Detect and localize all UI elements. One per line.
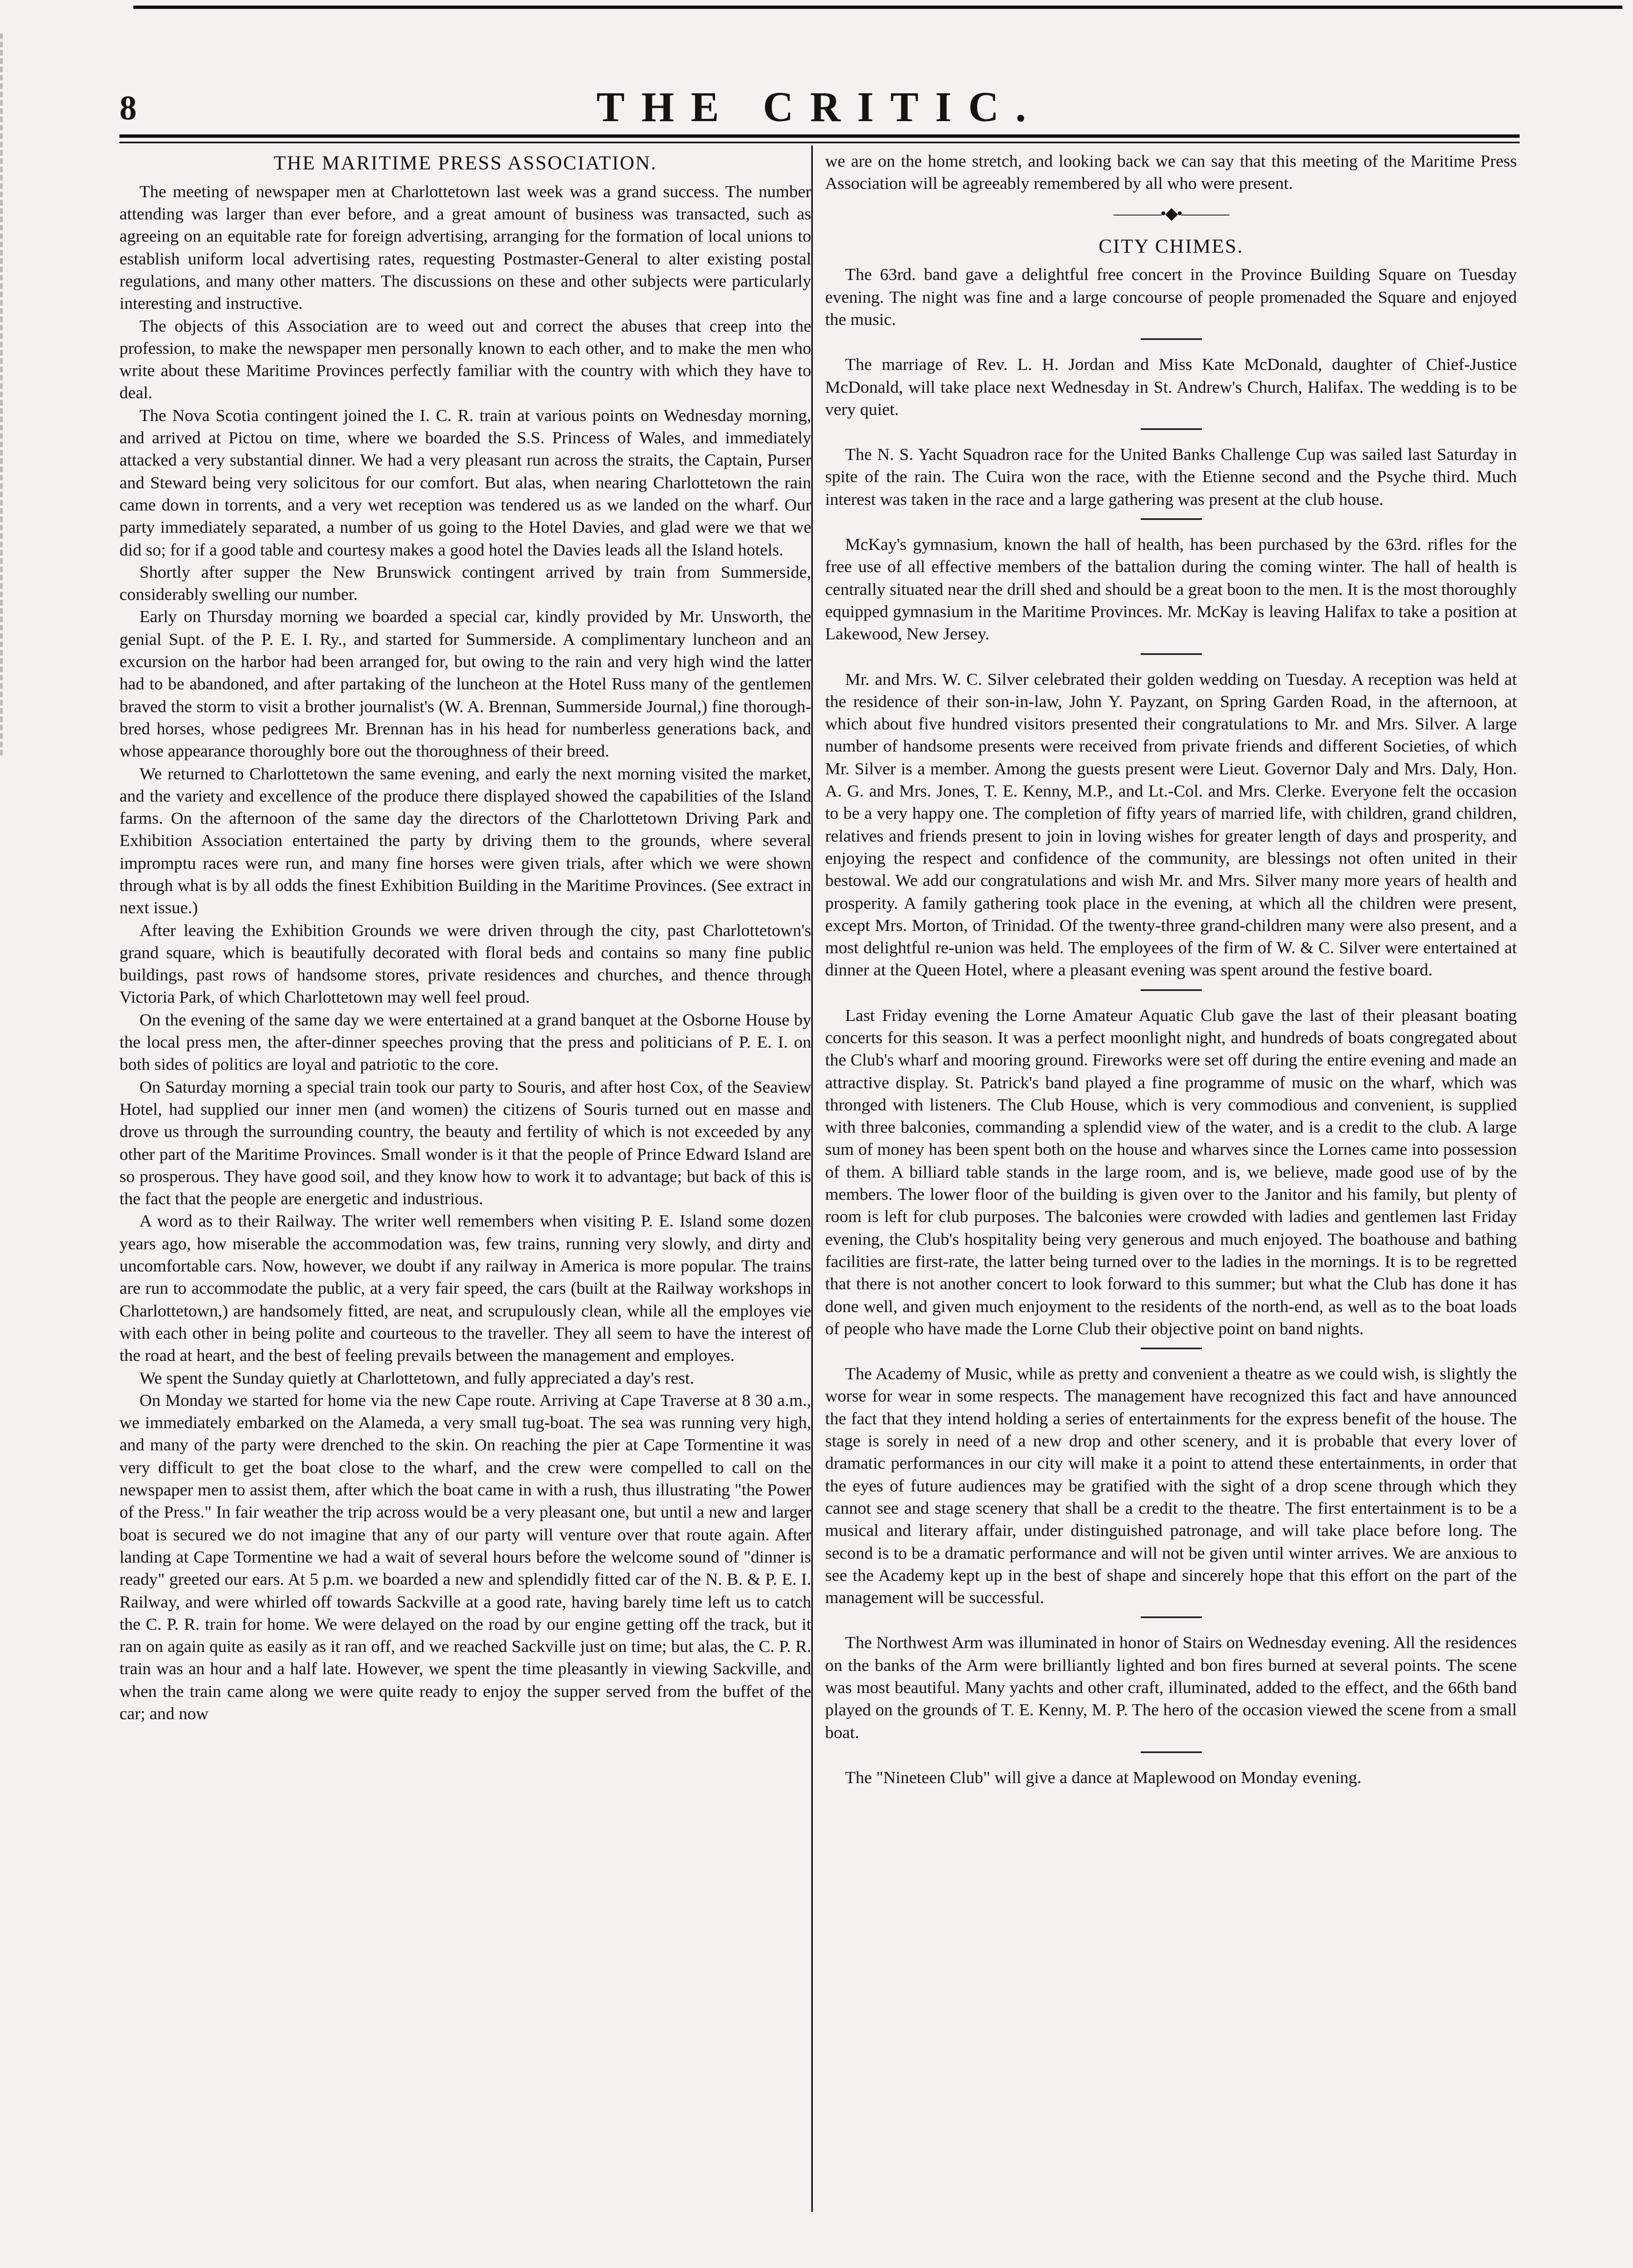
news-item: The "Nineteen Club" will give a dance at Maplewood on Monday evening. <box>845 1767 1362 1787</box>
article-paragraph: We returned to Charlottetown the same evening, and early the next morning visited the market, and the variety and excellence of the produce there displayed showed the capabilities of the Island farms. On the afternoon of the same day the directors of the Charlottetown Driving Park and Exhibition Association entertained the party by driving them to the grounds, where several impromptu races were run, and many fine horses were given trials, after which we were shown through what is by all odds the finest Exhibition Building in the Maritime Provinces. (See extract in next issue.) <box>119 763 811 918</box>
article-continuation: we are on the home stretch, and looking back we can say that this meeting of the Maritime Press Association will be agreeably remembered by all who were present. <box>825 151 1517 193</box>
news-item: The Northwest Arm was illuminated in honor of Stairs on Wednesday evening. All the residences on the banks of the Arm were brilliantly lighted and bon fires burned at several points. The scene was most beautiful. Many yachts and other craft, illuminated, added to the effect, and the 66th band played on the grounds of T. E. Kenny, M. P. The hero of the occasion viewed the scene from a small boat. <box>825 1633 1517 1742</box>
article-paragraph: A word as to their Railway. The writer well remembers when visiting P. E. Island some dozen years ago, how miserable the accommodation was, few trains, running very slowly, and dirty and uncomfortable cars. Now, however, we doubt if any railway in America is more popular. The trains are run to accommodate the public, at a very fair speed, the cars (built at the Railway workshops in Charlottetown,) are handsomely fitted, are neat, and scrupulously clean, while all the employes vie with each other in being polite and courteous to the traveller. They all seem to have the interest of the road at heart, and the best of feeling prevails between the management and employes. <box>119 1211 811 1365</box>
news-item: Mr. and Mrs. W. C. Silver celebrated their golden wedding on Tuesday. A reception was held at the residence of their son-in-law, John Y. Payzant, on Spring Garden Road, in the afternoon, at which about five hundred visitors presented their congratulations to Mr. and Mrs. Silver. A large number of handsome presents were received from private friends and different Societies, of which Mr. Silver is a member. Among the guests present were Lieut. Governor Daly and Mrs. Daly, Hon. A. G. and Mrs. Jones, T. E. Kenny, M.P., and Lt.-Col. and Mrs. Clerke. Everyone felt the occasion to be a very happy one. The completion of fifty years of married life, with children, grand children, relatives and friends present to join in loving wishes for greater length of days and prosperity, and enjoying the respect and confidence of the community, are blessings not often united in their bestowal. We add our congratulations and wish Mr. and Mrs. Silver many more years of health and prosperity. A family gathering took place in the evening, at which all the children were present, except Mrs. Morton, of Trinidad. Of the twenty-three grand-children many were also present, and a most delightful re-union was held. The employees of the firm of W. & C. Silver were entertained at dinner at the Queen Hotel, where a pleasant evening was spent around the festive board. <box>825 669 1517 980</box>
article-paragraph: The Nova Scotia contingent joined the I. C. R. train at various points on Wednesday morning, and arrived at Pictou on time, where we boarded the S.S. Princess of Wales, and immediately attacked a very substantial dinner. We had a very pleasant run across the straits, the Captain, Purser and Steward being very solicitous for our comfort. But alas, when nearing Charlottetown the rain came down in torrents, and a very wet reception was tendered us as we landed on the wharf. Our party immediately separated, a number of us going to the Hotel Davies, and glad were we that we did so; for if a good table and courtesy makes a good hotel the Davies leads all the Island hotels. <box>119 405 811 559</box>
left-column <box>119 150 811 1725</box>
item-separator <box>1141 518 1202 520</box>
news-item: The N. S. Yacht Squadron race for the United Banks Challenge Cup was sailed last Saturday in spite of the rain. The Cuira won the race, with the Etienne second and the Psyche third. Much interest was taken in the race and a large gathering was present at the club house. <box>825 444 1517 509</box>
item-separator <box>1141 1348 1202 1349</box>
masthead-title: THE CRITIC. <box>596 84 1043 131</box>
margin-marks <box>0 33 36 755</box>
city-chimes-title: CITY CHIMES. <box>1098 234 1244 257</box>
item-separator <box>1141 989 1202 991</box>
news-item: The Academy of Music, while as pretty and convenient a theatre as we could wish, is slightly the worse for wear in some respects. The management have recognized this fact and have announced the fact that they intend holding a series of entertainments for the express benefit of the house. The stage is sorely in need of a new drop and other scenery, and it is probable that every lover of dramatic performances in our city will make it a point to attend these entertainments, in order that the eyes of future audiences may be gratified with the sight of a drop scene through which they cannot see and stage scenery that shall be a credit to the theatre. The first entertainment is to be a musical and literary affair, under distinguished patronage, and will take place before long. The second is to be a dramatic performance and will not be given until winter arrives. We are anxious to see the Academy kept up in the best of shape and sincerely hope that this effort on the part of the management will be successful. <box>825 1364 1517 1608</box>
news-item: McKay's gymnasium, known the hall of health, has been purchased by the 63rd. rifles for the free use of all effective members of the battalion during the coming winter. The hall of health is centrally situated near the drill shed and should be a great boon to the men. It is the most thoroughly equipped gymnasium in the Maritime Provinces. Mr. McKay is leaving Halifax to take a position at Lakewood, New Jersey. <box>825 534 1517 644</box>
article-paragraph: On Saturday morning a special train took our party to Souris, and after host Cox, of the Seaview Hotel, had supplied our inner men (and women) the citizens of Souris turned out en masse and drove us through the surrounding country, the beauty and fertility of which is not exceeded by any other part of the Maritime Provinces. Small wonder is it that the people of Prince Edward Island are so prosperous. They have good soil, and they know how to work it to advantage; but back of this is the fact that the people are energetic and industrious. <box>119 1077 811 1209</box>
article-paragraph: On the evening of the same day we were entertained at a grand banquet at the Osborne House by the local press men, the after-dinner speeches proving that the press and politicians of P. E. I. on both sides of politics are loyal and patriotic to the core. <box>119 1009 811 1074</box>
item-separator <box>1141 1751 1202 1753</box>
article-paragraph: After leaving the Exhibition Grounds we were driven through the city, past Charlottetown's grand square, which is beautifully decorated with floral beds and contains so many fine public buildings, past rows of handsome stores, private residences and churches, and thence through Victoria Park, of which Charlottetown may well feel proud. <box>119 920 811 1007</box>
header-double-rule <box>119 134 1520 143</box>
page-number: 8 <box>119 89 137 127</box>
article-paragraph: On Monday we started for home via the new Cape route. Arriving at Cape Traverse at 8 30 a.m., we immediately embarked on the Alameda, a very small tug-boat. The sea was running very high, and many of the party were drenched to the skin. On reaching the pier at Cape Tormentine it was very difficult to get the boat close to the wharf, and the crew were compelled to call on the newspaper men to assist them, after which the boat came in with a rush, thus illustrating "the Power of the Press." In fair weather the trip across would be a very pleasant one, but until a new and larger boat is secured we do not imagine that any of our party will venture over that route again. After landing at Cape Tormentine we had a wait of several hours before the welcome sound of "dinner is ready" greeted our ears. At 5 p.m. we boarded a new and splendidly fitted car of the N. B. & P. E. I. Railway, and were whirled off towards Sackville at a good rate, having barely time left us to catch the C. P. R. train for home. We were delayed on the road by our engine getting off the track, but it ran on again quite as easily as it ran off, and we reached Sackville just on time; but alas, the C. P. R. train was an hour and a half late. However, we spent the time pleasantly in viewing Sackville, and when the train came along we were quite ready to enjoy the supper served from the buffet of the car; and now <box>119 1390 811 1723</box>
page-header <box>119 83 1520 133</box>
article-paragraph: The objects of this Association are to weed out and correct the abuses that creep into the profession, to make the newspaper men personally known to each other, and to make the men who write about these Maritime Provinces perfectly familiar with the country with which they have to deal. <box>119 316 811 403</box>
news-item: The 63rd. band gave a delightful free concert in the Province Building Square on Tuesday evening. The night was fine and a large concourse of people promenaded the Square and enjoyed the music. <box>825 264 1517 329</box>
item-separator <box>1141 653 1202 655</box>
news-item: The marriage of Rev. L. H. Jordan and Miss Kate McDonald, daughter of Chief-Justice McDonald, will take place next Wednesday in St. Andrew's Church, Halifax. The wedding is to be very quiet. <box>825 354 1517 419</box>
article-paragraph: The meeting of newspaper men at Charlottetown last week was a grand success. The number attending was larger than ever before, and a great amount of business was transacted, such as agreeing on an equitable rate for foreign advertising, arranging for the formation of local unions to establish uniform local advertising rates, requesting Postmaster-General to alter existing postal regulations, and many other matters. The discussions on these and other subjects were particularly interesting and instructive. <box>119 181 811 313</box>
article-paragraph: Shortly after supper the New Brunswick contingent arrived by train from Summerside, considerably swelling our number. <box>119 562 811 604</box>
news-item: Last Friday evening the Lorne Amateur Aquatic Club gave the last of their pleasant boating concerts for this season. It was a perfect moonlight night, and hundreds of boats congregated about the Club's wharf and mooring ground. Fireworks were set off during the entire evening and made an attractive display. St. Patrick's band played a fine programme of music on the wharf, which was thronged with listeners. The Club House, which is very commodious and convenient, is supplied with three balconies, commanding a splendid view of the water, and is a credit to the club. A large sum of money has been spent both on the house and wharves since the Lornes came into possession of them. A billiard table stands in the large room, and is, we believe, made good use of by the members. The lower floor of the building is given over to the Janitor and his family, but plenty of room is left for club purposes. The balconies were crowded with ladies and gentlemen last Friday evening, the Club's hospitality being very generous and much enjoyed. The boathouse and bathing facilities are first-rate, the latter being turned over to the ladies in the mornings. It is to be regretted that there is not another concert to look forward to this summer; but what the Club has done it has done well, and given much enjoyment to the residents of the north-end, as well as to the boat loads of people who have made the Lorne Club their objective point on band nights. <box>825 1005 1517 1338</box>
article-paragraph: Early on Thursday morning we boarded a special car, kindly provided by Mr. Unsworth, the genial Supt. of the P. E. I. Ry., and started for Summerside. A complimentary luncheon and an excursion on the harbor had been arranged for, but owing to the rain and very high wind the latter had to be abandoned, and after partaking of the luncheon at the Hotel Russ many of the gentlemen braved the storm to visit a brother journalist's (W. A. Brennan, Summerside Journal,) fine thorough-bred horses, whose pedigrees Mr. Brennan has in his head for numberless generations back, and whose appearance thoroughly bore out the thoroughness of their breed. <box>119 607 811 761</box>
item-separator <box>1141 428 1202 430</box>
item-separator <box>1141 338 1202 340</box>
section-ornament: ———•◆•——— <box>1113 204 1229 223</box>
right-column <box>825 150 1517 1789</box>
column-divider <box>811 146 813 2212</box>
item-separator <box>1141 1616 1202 1618</box>
article-title: THE MARITIME PRESS ASSOCIATION. <box>273 152 657 174</box>
top-border-rule <box>133 6 1622 9</box>
article-paragraph: We spent the Sunday quietly at Charlottetown, and fully appreciated a day's rest. <box>139 1368 695 1388</box>
